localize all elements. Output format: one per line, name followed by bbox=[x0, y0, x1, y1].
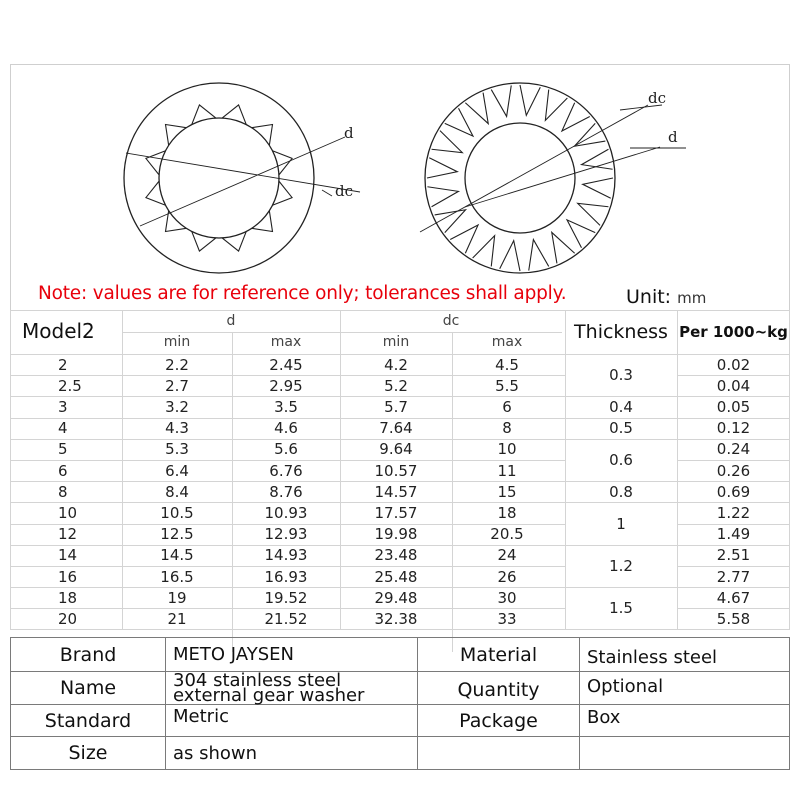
spec-cell-weight: 0.12 bbox=[716, 419, 751, 438]
left-washer-drawing bbox=[124, 83, 360, 273]
right-washer-drawing bbox=[420, 83, 686, 273]
name-value bbox=[166, 671, 417, 705]
spec-cell-weight: 2.77 bbox=[716, 567, 751, 586]
spec-cell-dc-max: 8 bbox=[502, 419, 512, 438]
product-info-table bbox=[10, 637, 790, 770]
unit-indicator bbox=[626, 286, 706, 308]
right-washer-d-label: d bbox=[668, 128, 678, 146]
spec-cell-model: 20 bbox=[58, 609, 78, 628]
spec-cell-d-min: 3.2 bbox=[165, 397, 189, 416]
spec-cell-dc-min: 5.7 bbox=[384, 397, 408, 416]
left-washer-teeth bbox=[146, 105, 292, 251]
header-d-min: min bbox=[163, 334, 191, 350]
header-dc-max: max bbox=[491, 334, 523, 350]
spec-cell-d-min: 2.2 bbox=[165, 355, 189, 374]
spec-cell-model: 5 bbox=[58, 440, 68, 459]
spec-table bbox=[10, 310, 790, 630]
package-value: Box bbox=[587, 706, 621, 728]
spec-cell-model: 6 bbox=[58, 461, 68, 480]
spec-cell-weight: 4.67 bbox=[716, 588, 751, 607]
header-thickness: Thickness bbox=[574, 321, 668, 343]
spec-cell-d-min: 16.5 bbox=[160, 567, 194, 586]
spec-cell-weight: 5.58 bbox=[716, 609, 751, 628]
spec-cell-thickness: 0.6 bbox=[609, 450, 633, 469]
spec-cell-dc-max: 5.5 bbox=[495, 376, 519, 395]
name-value-line2: external gear washer bbox=[173, 685, 365, 706]
spec-cell-d-max: 3.5 bbox=[274, 397, 298, 416]
spec-cell-dc-min: 29.48 bbox=[374, 588, 418, 607]
standard-value: Metric bbox=[173, 705, 229, 727]
spec-cell-dc-min: 19.98 bbox=[374, 525, 418, 544]
spec-cell-dc-min: 10.57 bbox=[374, 461, 418, 480]
quantity-value: Optional bbox=[587, 675, 664, 697]
spec-cell-dc-min: 32.38 bbox=[374, 609, 418, 628]
spec-cell-model: 18 bbox=[58, 588, 78, 607]
spec-cell-d-min: 19 bbox=[167, 588, 187, 607]
right-washer-teeth bbox=[427, 85, 613, 271]
spec-cell-thickness: 1.5 bbox=[609, 599, 633, 618]
frame-left-line bbox=[10, 64, 11, 310]
left-washer-d-label: d bbox=[344, 124, 354, 142]
spec-cell-d-max: 21.52 bbox=[264, 609, 308, 628]
spec-cell-model: 10 bbox=[58, 503, 78, 522]
spec-cell-dc-max: 11 bbox=[497, 461, 517, 480]
size-value: as shown bbox=[173, 742, 258, 764]
spec-cell-d-max: 2.95 bbox=[269, 376, 303, 395]
material-value: Stainless steel bbox=[587, 647, 718, 668]
frame-top-line bbox=[10, 64, 790, 65]
right-washer-d-leader bbox=[465, 147, 660, 207]
spec-cell-dc-min: 5.2 bbox=[384, 376, 408, 395]
spec-cell-weight: 0.04 bbox=[716, 376, 751, 395]
spec-cell-dc-max: 4.5 bbox=[495, 355, 519, 374]
spec-cell-d-max: 16.93 bbox=[264, 567, 308, 586]
spec-cell-model: 14 bbox=[58, 546, 78, 565]
washer-drawings bbox=[0, 0, 800, 310]
spec-cell-weight: 2.51 bbox=[716, 546, 751, 565]
spec-cell-thickness: 0.8 bbox=[609, 482, 633, 501]
header-weight: Per 1000~kg bbox=[679, 323, 788, 341]
spec-cell-weight: 0.26 bbox=[716, 461, 751, 480]
header-dc-min: min bbox=[382, 334, 410, 350]
spec-cell-d-max: 6.76 bbox=[269, 461, 303, 480]
spec-cell-model: 4 bbox=[58, 419, 68, 438]
frame-right-line bbox=[789, 64, 790, 310]
size-label: Size bbox=[68, 742, 108, 764]
package-label: Package bbox=[459, 710, 538, 732]
washer-diagram-area bbox=[0, 0, 800, 310]
spec-cell-dc-max: 30 bbox=[497, 588, 517, 607]
left-washer-dc-leader bbox=[126, 153, 360, 192]
spec-cell-d-max: 19.52 bbox=[264, 588, 308, 607]
name-label: Name bbox=[59, 677, 117, 699]
left-washer-inner-circle bbox=[159, 118, 279, 238]
quantity-label: Quantity bbox=[457, 679, 540, 701]
right-washer-outer-circle bbox=[425, 83, 615, 273]
spec-cell-dc-min: 17.57 bbox=[374, 503, 418, 522]
spec-cell-dc-min: 25.48 bbox=[374, 567, 418, 586]
spec-cell-thickness: 0.3 bbox=[609, 366, 633, 385]
spec-cell-weight: 1.22 bbox=[716, 503, 751, 522]
spec-cell-d-max: 5.6 bbox=[274, 440, 298, 459]
spec-cell-dc-max: 26 bbox=[497, 567, 517, 586]
spec-cell-dc-max: 15 bbox=[497, 482, 517, 501]
spec-cell-d-max: 2.45 bbox=[269, 355, 303, 374]
spec-cell-weight: 1.49 bbox=[716, 525, 751, 544]
spec-cell-d-min: 2.7 bbox=[165, 376, 189, 395]
spec-cell-dc-max: 18 bbox=[497, 503, 517, 522]
spec-cell-d-max: 10.93 bbox=[264, 503, 308, 522]
spec-cell-weight: 0.05 bbox=[716, 397, 751, 416]
spec-cell-thickness: 0.5 bbox=[609, 419, 633, 438]
spec-cell-d-max: 8.76 bbox=[269, 482, 303, 501]
spec-cell-thickness: 1 bbox=[616, 514, 626, 533]
spec-cell-d-min: 8.4 bbox=[165, 482, 189, 501]
standard-label: Standard bbox=[44, 709, 132, 732]
spec-cell-d-min: 10.5 bbox=[160, 503, 194, 522]
header-dc: dc bbox=[442, 313, 460, 329]
spec-cell-dc-min: 23.48 bbox=[374, 546, 418, 565]
spec-cell-dc-min: 4.2 bbox=[384, 355, 408, 374]
spec-cell-model: 16 bbox=[58, 567, 78, 586]
spec-cell-weight: 0.69 bbox=[716, 482, 751, 501]
spec-cell-model: 2 bbox=[58, 355, 68, 374]
name-value-line1: 304 stainless steel bbox=[173, 670, 342, 691]
material-label: Material bbox=[459, 643, 538, 666]
spec-cell-d-min: 14.5 bbox=[160, 546, 194, 565]
spec-cell-dc-max: 33 bbox=[497, 609, 517, 628]
spec-cell-dc-max: 24 bbox=[497, 546, 517, 565]
header-d: d bbox=[226, 313, 236, 329]
spec-cell-thickness: 0.4 bbox=[609, 397, 633, 416]
left-washer-outer-circle bbox=[124, 83, 314, 273]
spec-cell-d-max: 14.93 bbox=[264, 546, 308, 565]
brand-label: Brand bbox=[59, 643, 117, 666]
spec-cell-model: 2.5 bbox=[58, 376, 82, 395]
spec-cell-d-min: 5.3 bbox=[165, 440, 189, 459]
unit-value: mm bbox=[677, 289, 707, 307]
spec-cell-dc-max: 6 bbox=[502, 397, 512, 416]
unit-label: Unit: bbox=[626, 286, 672, 308]
spec-cell-model: 3 bbox=[58, 397, 68, 416]
header-d-max: max bbox=[270, 334, 302, 350]
spec-cell-dc-max: 20.5 bbox=[490, 525, 524, 544]
left-washer-dc-label: dc bbox=[335, 182, 354, 200]
header-model: Model2 bbox=[22, 319, 95, 343]
spec-cell-dc-min: 7.64 bbox=[379, 419, 413, 438]
reference-note: Note: values are for reference only; tolerances shall apply. bbox=[38, 283, 567, 304]
spec-cell-dc-max: 10 bbox=[497, 440, 517, 459]
spec-cell-weight: 0.02 bbox=[716, 355, 751, 374]
spec-cell-thickness: 1.2 bbox=[609, 556, 633, 575]
spec-cell-d-min: 4.3 bbox=[165, 419, 189, 438]
right-washer-dc-leader bbox=[420, 105, 648, 232]
spec-cell-d-min: 6.4 bbox=[165, 461, 189, 480]
spec-cell-d-min: 21 bbox=[167, 609, 187, 628]
spec-cell-dc-min: 9.64 bbox=[379, 440, 413, 459]
spec-cell-d-min: 12.5 bbox=[160, 525, 194, 544]
spec-cell-model: 12 bbox=[58, 525, 78, 544]
spec-cell-d-max: 4.6 bbox=[274, 419, 298, 438]
spec-cell-model: 8 bbox=[58, 482, 68, 501]
spec-cell-d-max: 12.93 bbox=[264, 525, 308, 544]
spec-cell-dc-min: 14.57 bbox=[374, 482, 418, 501]
spec-cell-weight: 0.24 bbox=[716, 440, 751, 459]
right-washer-dc-label: dc bbox=[648, 89, 667, 107]
brand-value: METO JAYSEN bbox=[173, 644, 294, 665]
